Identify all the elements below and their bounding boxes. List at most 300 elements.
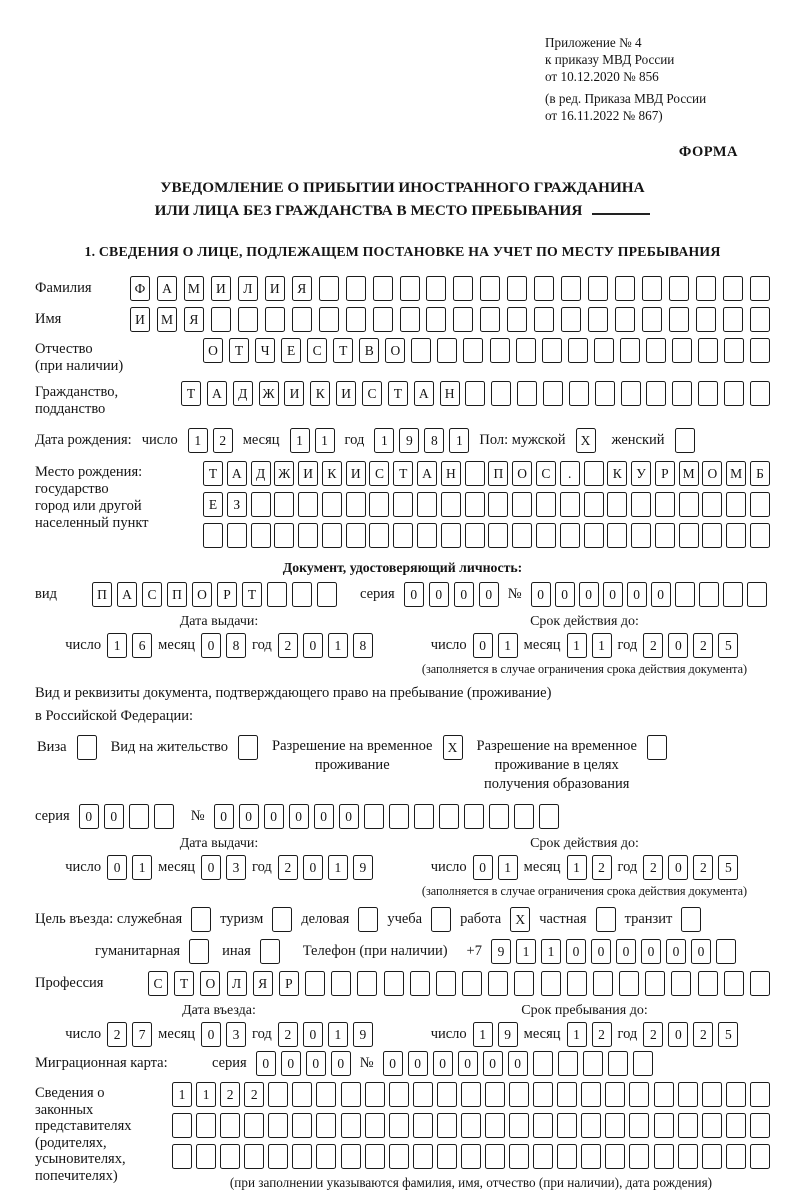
form-cell[interactable]: А <box>157 276 177 301</box>
form-cell[interactable] <box>461 1113 481 1138</box>
form-cell[interactable] <box>196 1113 216 1138</box>
form-cell[interactable] <box>584 492 604 517</box>
form-cell[interactable] <box>629 1144 649 1169</box>
form-cell[interactable] <box>462 971 482 996</box>
form-cell[interactable] <box>750 1113 770 1138</box>
form-cell[interactable]: 2 <box>693 1022 713 1047</box>
form-cell[interactable] <box>369 492 389 517</box>
form-cell[interactable]: 0 <box>281 1051 301 1076</box>
form-cell[interactable] <box>488 492 508 517</box>
form-cell[interactable] <box>417 492 437 517</box>
form-cell[interactable] <box>238 735 258 760</box>
form-cell[interactable] <box>465 461 485 486</box>
form-cell[interactable]: А <box>414 381 434 406</box>
form-cell[interactable]: 0 <box>627 582 647 607</box>
form-cell[interactable] <box>675 582 695 607</box>
form-cell[interactable] <box>655 523 675 548</box>
form-cell[interactable]: 1 <box>567 633 587 658</box>
form-cell[interactable]: И <box>298 461 318 486</box>
form-cell[interactable] <box>534 307 554 332</box>
form-cell[interactable]: З <box>227 492 247 517</box>
form-cell[interactable]: С <box>536 461 556 486</box>
form-cell[interactable] <box>464 804 484 829</box>
form-cell[interactable] <box>431 907 451 932</box>
form-cell[interactable]: 0 <box>339 804 359 829</box>
form-cell[interactable]: 0 <box>473 633 493 658</box>
form-cell[interactable] <box>509 1082 529 1107</box>
form-cell[interactable] <box>558 1051 578 1076</box>
form-cell[interactable] <box>172 1144 192 1169</box>
form-cell[interactable]: 9 <box>353 1022 373 1047</box>
form-cell[interactable]: 1 <box>196 1082 216 1107</box>
form-cell[interactable]: О <box>385 338 405 363</box>
form-cell[interactable] <box>268 1082 288 1107</box>
form-cell[interactable]: 0 <box>668 633 688 658</box>
form-cell[interactable] <box>698 338 718 363</box>
form-cell[interactable]: С <box>148 971 168 996</box>
form-cell[interactable] <box>357 971 377 996</box>
form-cell[interactable] <box>389 1144 409 1169</box>
form-cell[interactable]: 1 <box>374 428 394 453</box>
form-cell[interactable]: У <box>631 461 651 486</box>
form-cell[interactable]: 6 <box>132 633 152 658</box>
form-cell[interactable] <box>413 1082 433 1107</box>
form-cell[interactable]: М <box>726 461 746 486</box>
form-cell[interactable] <box>629 1113 649 1138</box>
form-cell[interactable] <box>517 381 537 406</box>
form-cell[interactable]: 1 <box>567 855 587 880</box>
form-cell[interactable] <box>305 971 325 996</box>
form-cell[interactable] <box>369 523 389 548</box>
form-cell[interactable] <box>453 276 473 301</box>
form-cell[interactable] <box>322 492 342 517</box>
form-cell[interactable] <box>426 307 446 332</box>
form-cell[interactable] <box>317 582 337 607</box>
form-cell[interactable]: 0 <box>314 804 334 829</box>
form-cell[interactable]: Я <box>184 307 204 332</box>
form-cell[interactable] <box>267 582 287 607</box>
form-cell[interactable] <box>77 735 97 760</box>
form-cell[interactable] <box>726 1144 746 1169</box>
form-cell[interactable] <box>561 276 581 301</box>
form-cell[interactable] <box>410 971 430 996</box>
form-cell[interactable] <box>331 971 351 996</box>
form-cell[interactable]: 0 <box>331 1051 351 1076</box>
form-cell[interactable] <box>316 1144 336 1169</box>
form-cell[interactable]: К <box>310 381 330 406</box>
form-cell[interactable] <box>605 1082 625 1107</box>
form-cell[interactable] <box>542 338 562 363</box>
form-cell[interactable] <box>679 492 699 517</box>
form-cell[interactable]: 0 <box>473 855 493 880</box>
form-cell[interactable] <box>629 1082 649 1107</box>
form-cell[interactable] <box>485 1082 505 1107</box>
form-cell[interactable]: 0 <box>641 939 661 964</box>
form-cell[interactable]: 0 <box>239 804 259 829</box>
form-cell[interactable]: Е <box>203 492 223 517</box>
form-cell[interactable] <box>154 804 174 829</box>
form-cell[interactable] <box>364 804 384 829</box>
form-cell[interactable] <box>265 307 285 332</box>
form-cell[interactable] <box>346 492 366 517</box>
form-cell[interactable] <box>607 523 627 548</box>
form-cell[interactable]: С <box>142 582 162 607</box>
form-cell[interactable]: Ф <box>130 276 150 301</box>
form-cell[interactable]: 2 <box>278 855 298 880</box>
form-cell[interactable]: 0 <box>264 804 284 829</box>
form-cell[interactable]: 0 <box>668 1022 688 1047</box>
form-cell[interactable] <box>584 523 604 548</box>
form-cell[interactable]: 1 <box>449 428 469 453</box>
form-cell[interactable] <box>292 1082 312 1107</box>
form-cell[interactable] <box>699 582 719 607</box>
form-cell[interactable] <box>509 1113 529 1138</box>
form-cell[interactable]: И <box>336 381 356 406</box>
form-cell[interactable]: 0 <box>691 939 711 964</box>
form-cell[interactable]: 3 <box>226 855 246 880</box>
form-cell[interactable] <box>569 381 589 406</box>
form-cell[interactable] <box>480 307 500 332</box>
form-cell[interactable] <box>189 939 209 964</box>
form-cell[interactable]: 2 <box>278 1022 298 1047</box>
form-cell[interactable]: Ч <box>255 338 275 363</box>
form-cell[interactable]: 0 <box>201 855 221 880</box>
form-cell[interactable] <box>465 523 485 548</box>
form-cell[interactable] <box>654 1144 674 1169</box>
form-cell[interactable] <box>561 307 581 332</box>
form-cell[interactable] <box>491 381 511 406</box>
form-cell[interactable]: 0 <box>79 804 99 829</box>
form-cell[interactable] <box>716 939 736 964</box>
form-cell[interactable] <box>533 1113 553 1138</box>
form-cell[interactable] <box>539 804 559 829</box>
form-cell[interactable] <box>702 523 722 548</box>
form-cell[interactable]: 0 <box>303 855 323 880</box>
form-cell[interactable] <box>341 1144 361 1169</box>
form-cell[interactable]: 5 <box>718 633 738 658</box>
form-cell[interactable]: 9 <box>399 428 419 453</box>
form-cell[interactable]: 0 <box>508 1051 528 1076</box>
form-cell[interactable]: 0 <box>531 582 551 607</box>
form-cell[interactable] <box>437 1144 457 1169</box>
form-cell[interactable] <box>461 1144 481 1169</box>
form-cell[interactable]: 0 <box>651 582 671 607</box>
form-cell[interactable]: 5 <box>718 1022 738 1047</box>
form-cell[interactable] <box>298 523 318 548</box>
form-cell[interactable] <box>220 1144 240 1169</box>
form-cell[interactable] <box>750 523 770 548</box>
form-cell[interactable]: 0 <box>303 633 323 658</box>
form-cell[interactable] <box>726 1082 746 1107</box>
form-cell[interactable] <box>557 1144 577 1169</box>
form-cell[interactable] <box>298 492 318 517</box>
form-cell[interactable]: 1 <box>188 428 208 453</box>
form-cell[interactable]: 0 <box>566 939 586 964</box>
form-cell[interactable] <box>619 971 639 996</box>
form-cell[interactable] <box>220 1113 240 1138</box>
form-cell[interactable] <box>655 492 675 517</box>
form-cell[interactable] <box>203 523 223 548</box>
form-cell[interactable]: 0 <box>303 1022 323 1047</box>
form-cell[interactable] <box>702 492 722 517</box>
form-cell[interactable] <box>393 492 413 517</box>
form-cell[interactable]: П <box>92 582 112 607</box>
form-cell[interactable]: 2 <box>643 1022 663 1047</box>
form-cell[interactable]: Т <box>181 381 201 406</box>
form-cell[interactable]: С <box>369 461 389 486</box>
form-cell[interactable] <box>373 307 393 332</box>
form-cell[interactable]: 0 <box>408 1051 428 1076</box>
form-cell[interactable] <box>389 1082 409 1107</box>
form-cell[interactable] <box>588 276 608 301</box>
form-cell[interactable]: 0 <box>666 939 686 964</box>
form-cell[interactable]: 0 <box>201 1022 221 1047</box>
form-cell[interactable] <box>480 276 500 301</box>
form-cell[interactable] <box>365 1113 385 1138</box>
form-cell[interactable]: С <box>307 338 327 363</box>
form-cell[interactable] <box>631 492 651 517</box>
form-cell[interactable]: 3 <box>226 1022 246 1047</box>
form-cell[interactable] <box>316 1113 336 1138</box>
form-cell[interactable] <box>747 582 767 607</box>
form-cell[interactable] <box>292 1113 312 1138</box>
form-cell[interactable] <box>536 523 556 548</box>
form-cell[interactable] <box>750 1082 770 1107</box>
form-cell[interactable]: 0 <box>555 582 575 607</box>
form-cell[interactable] <box>581 1113 601 1138</box>
form-cell[interactable]: И <box>346 461 366 486</box>
form-cell[interactable] <box>437 1082 457 1107</box>
form-cell[interactable]: В <box>359 338 379 363</box>
form-cell[interactable] <box>292 1144 312 1169</box>
form-cell[interactable] <box>400 276 420 301</box>
form-cell[interactable] <box>514 971 534 996</box>
form-cell[interactable] <box>489 804 509 829</box>
form-cell[interactable] <box>268 1144 288 1169</box>
form-cell[interactable]: 1 <box>107 633 127 658</box>
form-cell[interactable] <box>417 523 437 548</box>
form-cell[interactable]: Д <box>251 461 271 486</box>
form-cell[interactable] <box>681 907 701 932</box>
form-cell[interactable] <box>292 307 312 332</box>
form-cell[interactable] <box>533 1051 553 1076</box>
form-cell[interactable] <box>346 307 366 332</box>
form-cell[interactable] <box>750 276 770 301</box>
form-cell[interactable]: 1 <box>516 939 536 964</box>
form-cell[interactable]: 0 <box>616 939 636 964</box>
form-cell[interactable]: Т <box>229 338 249 363</box>
form-cell[interactable] <box>702 1113 722 1138</box>
form-cell[interactable] <box>389 1113 409 1138</box>
form-cell[interactable]: 0 <box>591 939 611 964</box>
form-cell[interactable] <box>595 381 615 406</box>
form-cell[interactable]: 2 <box>643 855 663 880</box>
form-cell[interactable] <box>238 307 258 332</box>
form-cell[interactable] <box>322 523 342 548</box>
form-cell[interactable] <box>541 971 561 996</box>
form-cell[interactable]: 1 <box>328 1022 348 1047</box>
form-cell[interactable]: 0 <box>383 1051 403 1076</box>
form-cell[interactable]: М <box>184 276 204 301</box>
form-cell[interactable] <box>646 381 666 406</box>
form-cell[interactable]: М <box>157 307 177 332</box>
form-cell[interactable]: 2 <box>693 855 713 880</box>
form-cell[interactable]: Т <box>203 461 223 486</box>
form-cell[interactable] <box>400 307 420 332</box>
form-cell[interactable] <box>437 1113 457 1138</box>
form-cell[interactable]: Н <box>441 461 461 486</box>
form-cell[interactable]: К <box>322 461 342 486</box>
form-cell[interactable] <box>567 971 587 996</box>
form-cell[interactable] <box>726 492 746 517</box>
form-cell[interactable] <box>389 804 409 829</box>
form-cell[interactable] <box>581 1144 601 1169</box>
form-cell[interactable]: 5 <box>718 855 738 880</box>
form-cell[interactable]: Д <box>233 381 253 406</box>
form-cell[interactable] <box>365 1144 385 1169</box>
form-cell[interactable] <box>645 971 665 996</box>
form-cell[interactable]: 2 <box>592 1022 612 1047</box>
form-cell[interactable]: Л <box>227 971 247 996</box>
form-cell[interactable] <box>557 1113 577 1138</box>
form-cell[interactable]: Т <box>388 381 408 406</box>
form-cell[interactable]: 0 <box>306 1051 326 1076</box>
form-cell[interactable] <box>671 971 691 996</box>
form-cell[interactable] <box>672 338 692 363</box>
form-cell[interactable]: Я <box>292 276 312 301</box>
form-cell[interactable] <box>723 276 743 301</box>
form-cell[interactable]: Я <box>253 971 273 996</box>
form-cell[interactable] <box>426 276 446 301</box>
form-cell[interactable]: 2 <box>693 633 713 658</box>
form-cell[interactable]: 0 <box>433 1051 453 1076</box>
form-cell[interactable]: 0 <box>479 582 499 607</box>
form-cell[interactable] <box>272 907 292 932</box>
form-cell[interactable] <box>172 1113 192 1138</box>
form-cell[interactable] <box>129 804 149 829</box>
form-cell[interactable] <box>724 971 744 996</box>
form-cell[interactable]: 0 <box>579 582 599 607</box>
form-cell[interactable] <box>274 523 294 548</box>
form-cell[interactable] <box>319 307 339 332</box>
form-cell[interactable] <box>702 1144 722 1169</box>
form-cell[interactable] <box>596 907 616 932</box>
form-cell[interactable] <box>750 381 770 406</box>
form-cell[interactable] <box>507 307 527 332</box>
form-cell[interactable]: 1 <box>541 939 561 964</box>
form-cell[interactable] <box>453 307 473 332</box>
form-cell[interactable] <box>750 1144 770 1169</box>
form-cell[interactable] <box>654 1113 674 1138</box>
form-cell[interactable]: Р <box>217 582 237 607</box>
form-cell[interactable]: . <box>560 461 580 486</box>
form-cell[interactable] <box>414 804 434 829</box>
form-cell[interactable]: 2 <box>278 633 298 658</box>
form-cell[interactable] <box>441 492 461 517</box>
form-cell[interactable]: 0 <box>458 1051 478 1076</box>
form-cell[interactable] <box>251 523 271 548</box>
form-cell[interactable]: Р <box>279 971 299 996</box>
form-cell[interactable]: О <box>702 461 722 486</box>
form-cell[interactable]: К <box>607 461 627 486</box>
form-cell[interactable] <box>584 461 604 486</box>
form-cell[interactable]: А <box>417 461 437 486</box>
form-cell[interactable]: Т <box>333 338 353 363</box>
form-cell[interactable] <box>533 1082 553 1107</box>
form-cell[interactable]: О <box>192 582 212 607</box>
form-cell[interactable] <box>411 338 431 363</box>
form-cell[interactable] <box>465 492 485 517</box>
form-cell[interactable]: 1 <box>498 633 518 658</box>
form-cell[interactable]: О <box>200 971 220 996</box>
form-cell[interactable] <box>750 307 770 332</box>
form-cell[interactable]: 7 <box>132 1022 152 1047</box>
form-cell[interactable] <box>560 523 580 548</box>
form-cell[interactable] <box>436 971 456 996</box>
form-cell[interactable]: 0 <box>603 582 623 607</box>
form-cell[interactable]: 0 <box>454 582 474 607</box>
form-cell[interactable]: 8 <box>424 428 444 453</box>
form-cell[interactable]: Т <box>174 971 194 996</box>
form-cell[interactable] <box>723 582 743 607</box>
form-cell[interactable]: Т <box>242 582 262 607</box>
form-cell[interactable] <box>244 1144 264 1169</box>
form-cell[interactable] <box>507 276 527 301</box>
form-cell[interactable] <box>726 523 746 548</box>
form-cell[interactable] <box>534 276 554 301</box>
form-cell[interactable] <box>490 338 510 363</box>
form-cell[interactable] <box>516 338 536 363</box>
form-cell[interactable] <box>557 1082 577 1107</box>
form-cell[interactable] <box>723 307 743 332</box>
form-cell[interactable]: 0 <box>429 582 449 607</box>
form-cell[interactable] <box>605 1144 625 1169</box>
form-cell[interactable]: С <box>362 381 382 406</box>
form-cell[interactable] <box>316 1082 336 1107</box>
form-cell[interactable] <box>750 971 770 996</box>
form-cell[interactable] <box>384 971 404 996</box>
form-cell[interactable] <box>274 492 294 517</box>
form-cell[interactable]: 1 <box>567 1022 587 1047</box>
form-cell[interactable] <box>581 1082 601 1107</box>
form-cell[interactable] <box>227 523 247 548</box>
form-cell[interactable] <box>463 338 483 363</box>
form-cell[interactable] <box>698 971 718 996</box>
form-cell[interactable] <box>615 276 635 301</box>
form-cell[interactable]: П <box>167 582 187 607</box>
form-cell[interactable] <box>439 804 459 829</box>
form-cell[interactable]: И <box>284 381 304 406</box>
form-cell[interactable]: И <box>130 307 150 332</box>
form-cell[interactable]: 1 <box>498 855 518 880</box>
form-cell[interactable] <box>512 492 532 517</box>
form-cell[interactable]: А <box>227 461 247 486</box>
form-cell[interactable] <box>346 276 366 301</box>
form-cell[interactable] <box>672 381 692 406</box>
form-cell[interactable] <box>726 1113 746 1138</box>
form-cell[interactable]: Т <box>393 461 413 486</box>
form-cell[interactable] <box>678 1082 698 1107</box>
form-cell[interactable] <box>605 1113 625 1138</box>
form-cell[interactable]: П <box>488 461 508 486</box>
form-cell[interactable]: 2 <box>592 855 612 880</box>
form-cell[interactable] <box>196 1144 216 1169</box>
form-cell[interactable] <box>461 1082 481 1107</box>
form-cell[interactable] <box>191 907 211 932</box>
form-cell[interactable]: X <box>576 428 596 453</box>
form-cell[interactable] <box>702 1082 722 1107</box>
form-cell[interactable]: 8 <box>226 633 246 658</box>
